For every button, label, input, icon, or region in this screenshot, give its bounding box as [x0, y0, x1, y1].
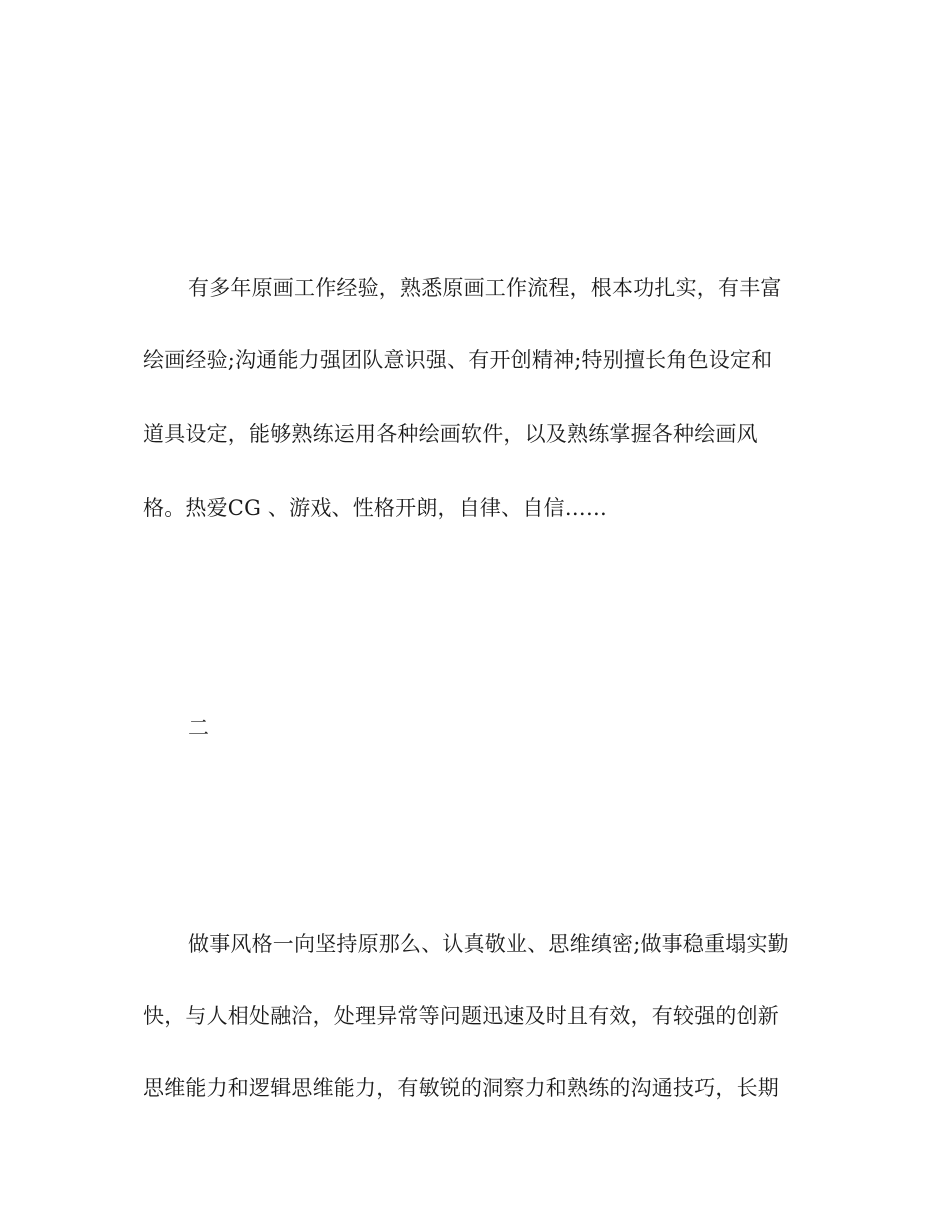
paragraph-1-line-3: 道具设定，能够熟练运用各种绘画软件，以及熟练掌握各种绘画风 — [143, 422, 758, 446]
section-heading: 二 — [188, 716, 210, 740]
paragraph-1-line-2: 绘画经验;沟通能力强团队意识强、有开创精神;特别擅长角色设定和 — [143, 348, 773, 372]
paragraph-1-line-1: 有多年原画工作经验，熟悉原画工作流程，根本功扎实，有丰富 — [188, 276, 782, 300]
paragraph-1-line-4: 格。热爱CG 、游戏、性格开朗，自律、自信…… — [143, 496, 608, 520]
paragraph-2-line-3: 思维能力和逻辑思维能力，有敏锐的洞察力和熟练的沟通技巧，长期 — [143, 1076, 779, 1100]
paragraph-2-line-2: 快，与人相处融洽，处理异常等问题迅速及时且有效，有较强的创新 — [143, 1004, 779, 1028]
paragraph-2-line-1: 做事风格一向坚持原那么、认真敬业、思维缜密;做事稳重塌实勤 — [188, 932, 789, 956]
